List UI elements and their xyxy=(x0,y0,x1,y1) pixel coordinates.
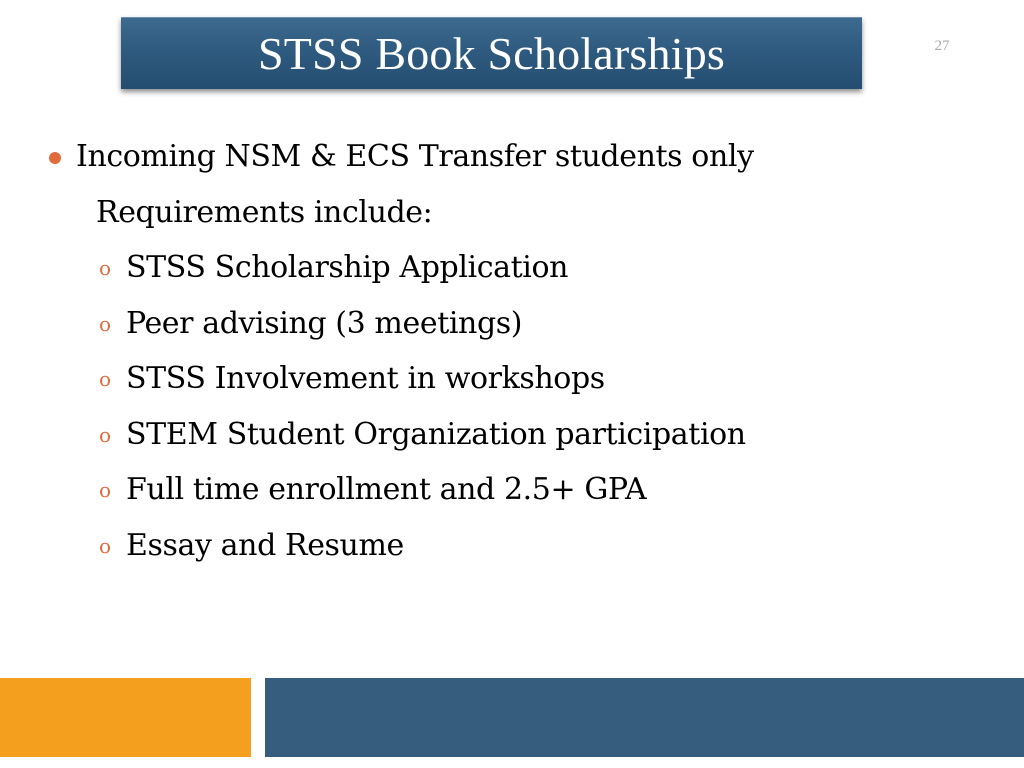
circle-bullet-icon: o xyxy=(99,367,112,391)
requirement-item: STEM Student Organization participation xyxy=(126,417,746,452)
slide-title: STSS Book Scholarships xyxy=(257,28,726,79)
circle-bullet-icon: o xyxy=(99,312,112,336)
requirement-item: STSS Scholarship Application xyxy=(126,250,569,285)
footer-blue-bar xyxy=(265,678,1024,757)
circle-bullet-icon: o xyxy=(99,534,112,558)
requirement-item: Essay and Resume xyxy=(126,528,404,563)
requirements-heading: Requirements include: xyxy=(96,195,433,230)
footer-orange-bar xyxy=(0,678,251,757)
requirement-item: STSS Involvement in workshops xyxy=(126,361,605,396)
requirement-item: Full time enrollment and 2.5+ GPA xyxy=(126,472,647,507)
slide-number: 27 xyxy=(934,38,950,54)
requirement-item: Peer advising (3 meetings) xyxy=(126,306,523,341)
circle-bullet-icon: o xyxy=(99,478,112,502)
main-bullet-text: Incoming NSM & ECS Transfer students only xyxy=(76,139,754,174)
bullet-dot-icon xyxy=(49,152,61,164)
circle-bullet-icon: o xyxy=(99,256,112,280)
circle-bullet-icon: o xyxy=(99,423,112,447)
